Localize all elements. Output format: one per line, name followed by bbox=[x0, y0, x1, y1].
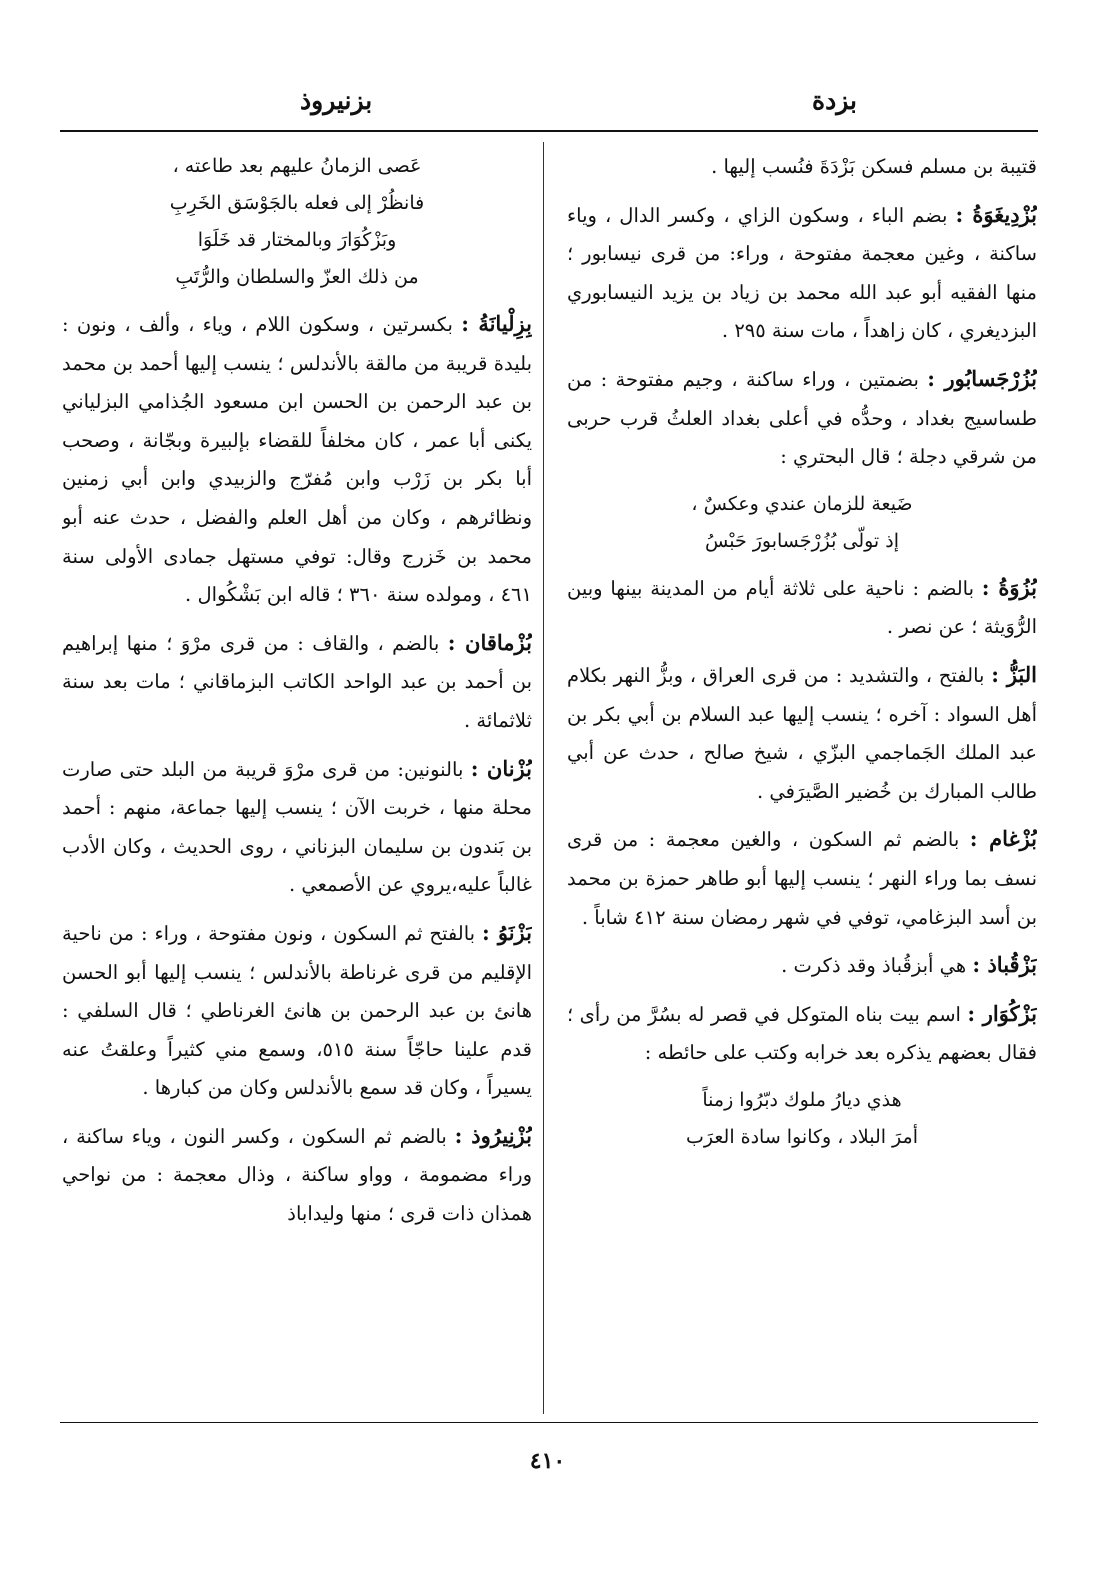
entry-text: بالضم ثم السكون ، وكسر النون ، وياء ساكنة ، وراء مضمومة ، وواو ساكنة ، وذال معجمة : من نواحي همذان ذات قرى ؛ منها وليداباذ bbox=[62, 1124, 532, 1226]
left-column bbox=[62, 148, 532, 1413]
verse-block bbox=[567, 486, 1037, 560]
entry-albazz bbox=[567, 656, 1037, 811]
verse-line: أمرَ البلاد ، وكانوا سادة العرَب bbox=[686, 1125, 918, 1148]
entry-headword: بَزْكُوَار : bbox=[967, 1000, 1037, 1026]
column-divider bbox=[543, 142, 544, 1414]
entry-headword: بُزْماقان : bbox=[447, 629, 532, 655]
entry-buzdighawa bbox=[567, 196, 1037, 351]
entry-buzgham bbox=[567, 820, 1037, 937]
verse-line: من ذلك العزّ والسلطان والرُّتَبِ bbox=[175, 266, 419, 288]
entry-buznan bbox=[62, 750, 532, 905]
entry-text: هي أبزقُباذ وقد ذكرت . bbox=[781, 954, 967, 978]
page-number: ٤١٠ bbox=[529, 1448, 566, 1474]
entry-text: بالنونين: من قرى مرْوَ قريبة من البلد حتى صارت محلة منها ، خربت الآن ؛ ينسب إليها جماعة، منهم : أحمد بن بَندون بن سليمان البزناني ، روى الحديث ، وكان الأدب غالباً عليه،يروي عن الأصمعي . bbox=[62, 757, 532, 897]
entry-text: بالفتح ثم السكون ، ونون مفتوحة ، وراء : من ناحية الإقليم من قرى غرناطة بالأندلس ؛ ينسب إليها أبو الحسن هانئ بن عبد الرحمن بن هانئ الغرناطي ؛ قال السلفي : قدم علينا حاجّاً سنة ٥١٥، وسمع مني كثيراً وعلقتُ عنه يسيراً ، وكان قد سمع بالأندلس وكان من كبارها . bbox=[62, 921, 532, 1100]
verse-line: هذي ديارُ ملوك دبّرُوا زمناً bbox=[702, 1088, 902, 1111]
entry-headword: بُزُوَةُ : bbox=[981, 574, 1037, 600]
entry-buzmaqan bbox=[62, 624, 532, 741]
entry-headword: بُزْنِيرُوذ : bbox=[454, 1122, 532, 1148]
entry-bazkuwar bbox=[567, 995, 1037, 1073]
entry-text: بضمتين ، وراء ساكنة ، وجيم مفتوحة : من طساسيج بغداد ، وحدُّه في أعلى بغداد العلثُ قرب حربى من شرقي دجلة ؛ قال البحتري : bbox=[567, 367, 1037, 469]
entry-baznaw bbox=[62, 914, 532, 1108]
verse-line: وبَزْكُوَارَ وبالمختار قد خَلَوَا bbox=[197, 229, 397, 251]
entry-text: بكسرتين ، وسكون اللام ، وياء ، وألف ، ونون : بليدة قريبة من مالقة بالأندلس ؛ ينسب إليها أحمد بن محمد بن عبد الرحمن بن الحسن ابن مسعود الجُذامي البزلياني يكنى أبا عمر ، كان مخلفاً للقضاء بإلبيرة وبجّانة ، وصحب أبا بكر بن زَرْب وابن مُفرّج والزبيدي وابن أبي زمنين ونظائرهم ، وكان من أهل العلم والفضل ، حدث عنه أبو محمد بن خَزرج وقال: توفي مستهل جمادى الأولى سنة ٤٦١ ، ومولده سنة ٣٦٠ ؛ قاله ابن بَشْكُوال . bbox=[62, 313, 532, 607]
entry-text: بضم الباء ، وسكون الزاي ، وكسر الدال ، وياء ساكنة ، وغين معجمة مفتوحة ، وراء: من قرى نيسابور ؛ منها الفقيه أبو عبد الله محمد بن زياد بن يزيد النيسابوري البزديغري ، كان زاهداً ، مات سنة ٢٩٥ . bbox=[567, 203, 1037, 343]
entry-buzurjsabur bbox=[567, 360, 1037, 477]
entry-bazqubadh bbox=[567, 946, 1037, 986]
verse-block bbox=[62, 148, 532, 296]
verse-line: عَصى الزمانُ عليهم بعد طاعته ، bbox=[172, 155, 422, 177]
entry-text: بالفتح ، والتشديد : من قرى العراق ، وبزُّ النهر بكلام أهل السواد : آخره ؛ ينسب إليها عبد السلام بن أبي بكر بن عبد الملك الجَماجمي البزّي ، شيخ صالح ، حدث عن أبي طالب المبارك بن خُضير الصَّيرَفي . bbox=[567, 663, 1037, 803]
running-header-left: بزنيروذ bbox=[300, 86, 373, 115]
entry-text: بالضم : ناحية على ثلاثة أيام من المدينة بينها وبين الرُّوَيثة ؛ عن نصر . bbox=[567, 576, 1037, 639]
entry-headword: بَزْقُباذ : bbox=[972, 952, 1037, 978]
verse-line: إذ تولّى بُزُرْجَسابورَ حَبْسُ bbox=[705, 529, 899, 552]
entry-buzniruz bbox=[62, 1117, 532, 1234]
entry-bizilyana bbox=[62, 305, 532, 615]
verse-line: فانظُرْ إلى فعله بالجَوْسَق الخَرِبِ bbox=[169, 192, 425, 214]
entry-headword: بِزِلْيانَةُ : bbox=[461, 311, 532, 336]
entry-headword: بُزْدِيغَوَةُ : bbox=[955, 201, 1037, 227]
entry-headword: بُزْغام : bbox=[969, 826, 1037, 852]
entry-headword: بُزُرْجَسابُور : bbox=[927, 365, 1037, 391]
running-header-right: بزدة bbox=[812, 86, 857, 115]
entry-text: بالضم ثم السكون ، والغين معجمة : من قرى نسف بما وراء النهر ؛ ينسب إليها أبو طاهر حمزة بن محمد بن أسد البزغامي، توفي في شهر رمضان سنة ٤١٢ شاباً . bbox=[567, 828, 1037, 929]
header-rule bbox=[60, 130, 1038, 132]
entry-headword: بَزْنَوُ : bbox=[482, 919, 532, 945]
footer-rule bbox=[60, 1422, 1038, 1423]
continued-text: قتيبة بن مسلم فسكن بَزْدَةَ فنُسب إليها . bbox=[711, 155, 1037, 178]
entry-headword: البَزُّ : bbox=[991, 661, 1037, 687]
verse-line: ضَيعة للزمان عندي وعكسٌ ، bbox=[691, 492, 913, 515]
right-column bbox=[567, 148, 1037, 1413]
verse-block bbox=[567, 1082, 1037, 1156]
entry-text: اسم بيت بناه المتوكل في قصر له بسُرَّ من رأى ؛ فقال بعضهم يذكره بعد خرابه وكتب على حائطه : bbox=[567, 1002, 1037, 1065]
entry-headword: بُزْنان : bbox=[470, 755, 532, 781]
entry-buzuwa bbox=[567, 569, 1037, 647]
entry-text: بالضم ، والقاف : من قرى مرْوَ ؛ منها إبراهيم بن أحمد بن عبد الواحد الكاتب البزماقاني ؛ مات بعد سنة ثلاثمائة . bbox=[62, 631, 532, 732]
